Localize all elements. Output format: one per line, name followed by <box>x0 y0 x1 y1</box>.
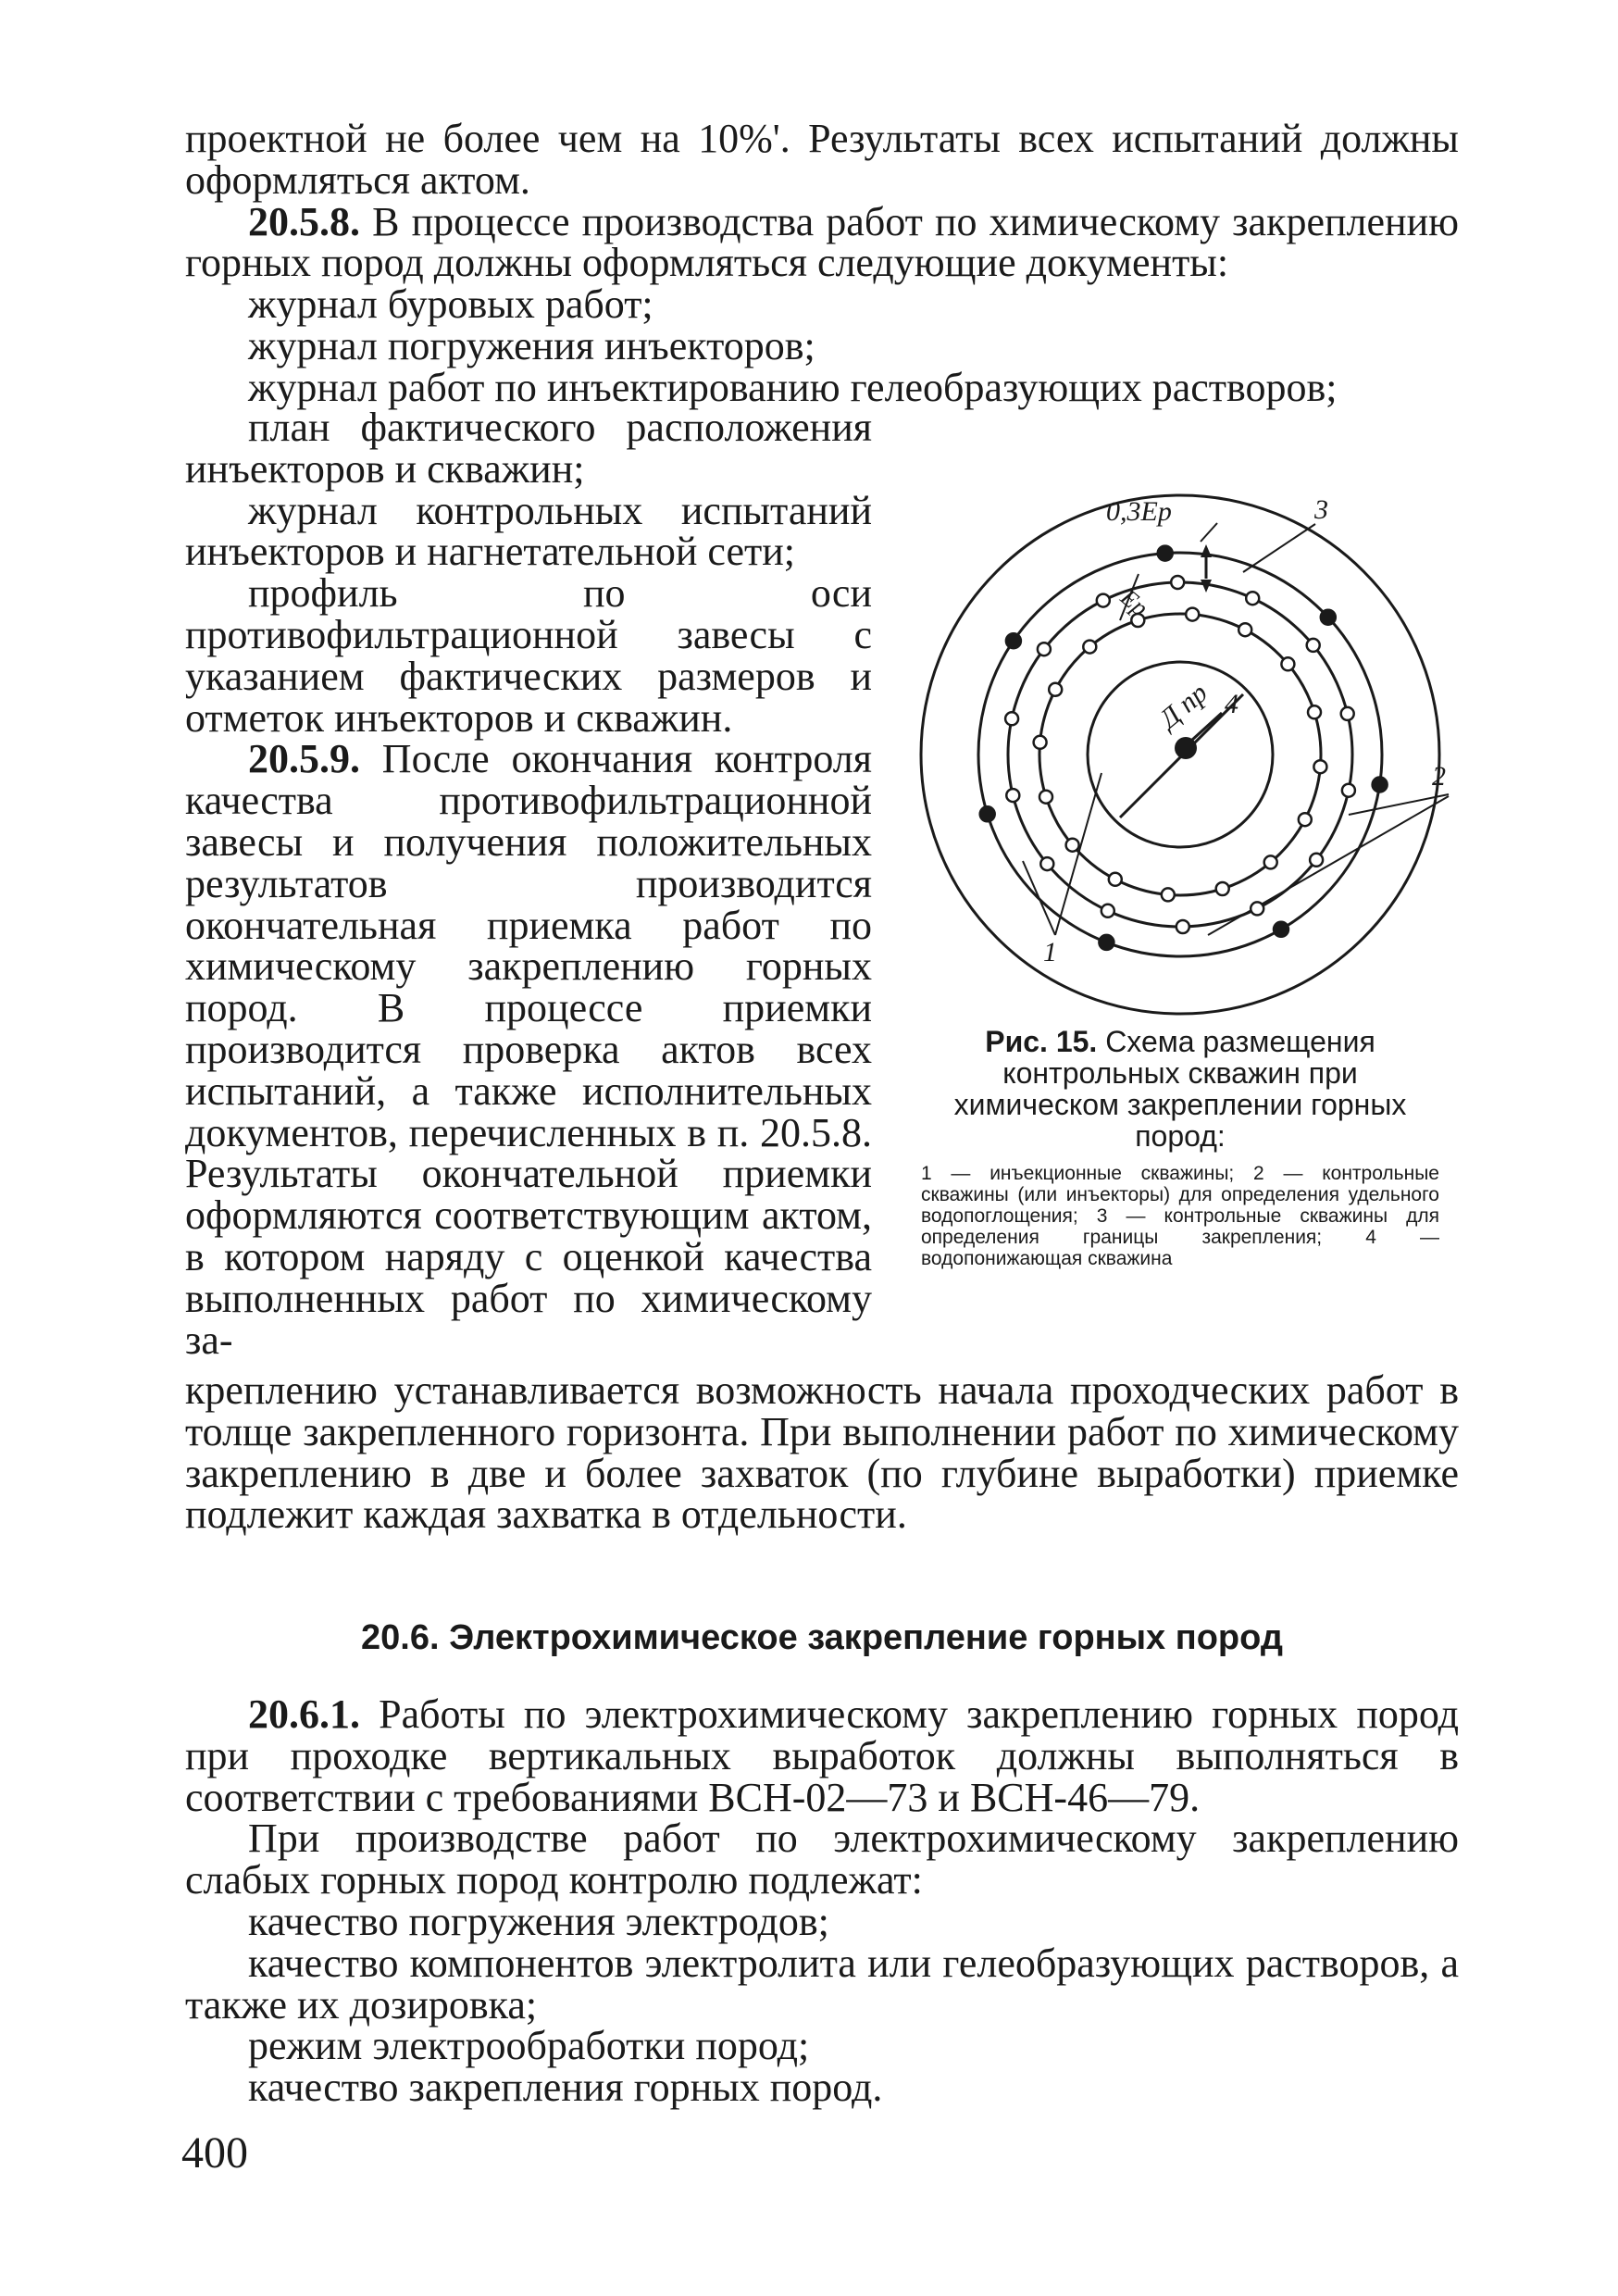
boundary-well-icon <box>1099 935 1114 950</box>
control-well-icon <box>1101 905 1114 917</box>
injection-well-icon <box>1264 855 1277 868</box>
injection-well-icon <box>1186 608 1199 621</box>
section-text-block <box>185 1691 1459 2111</box>
list-item: журнал погружения инъекторов; <box>248 322 815 368</box>
figure-caption <box>921 1026 1439 1152</box>
list-item: журнал контрольных испытаний инъекторов и нагнетательной сети; <box>185 487 872 575</box>
paragraph-20-6-1 <box>185 1691 1459 1820</box>
continued-paragraph: проектной не более чем на 10%'. Результаты всех испытаний должны оформляться актом. <box>185 116 1459 203</box>
injection-well-icon <box>1216 882 1229 895</box>
control-well-icon <box>1097 594 1110 607</box>
caption-number: Рис. 15. <box>985 1025 1098 1058</box>
list-item: журнал работ по инъектированию гелеобразующих растворов; <box>248 364 1338 410</box>
label-ep: Ep <box>1115 583 1153 622</box>
leader-3 <box>1243 524 1315 572</box>
control-well-icon <box>1341 707 1354 720</box>
injection-well-icon <box>1049 683 1062 696</box>
injection-well-icon <box>1066 839 1079 852</box>
boundary-well-icon <box>1321 610 1336 625</box>
injection-well-icon <box>1313 760 1326 773</box>
page-number: 400 <box>181 2128 248 2177</box>
boundary-well-icon <box>1006 633 1021 648</box>
boundary-well-icon <box>1158 546 1173 561</box>
list-item: режим электрообработки пород; <box>248 2023 810 2069</box>
figure-legend: 1 — инъекционные скважины; 2 — контрольные скважины (или инъекторы) для определения удельного водопоглощения; 3 — контрольные скважины для определения границы закрепления; 4 — водопонижающая скважина <box>921 1163 1439 1269</box>
control-well-icon <box>1038 643 1051 655</box>
control-well-icon <box>1171 576 1184 589</box>
label-03ep: 0,3Ep <box>1106 496 1172 527</box>
control-well-icon <box>1005 712 1018 725</box>
label-4: 4 <box>1225 689 1238 719</box>
injection-well-icon <box>1281 657 1294 670</box>
injection-well-icon <box>1308 705 1321 718</box>
injection-well-icon <box>1109 873 1122 886</box>
label-dpr: Д пр <box>1153 677 1214 735</box>
list-item: качество закрепления горных пород. <box>248 2065 883 2111</box>
continuation-paragraph: креплению устанавливается возможность начала проходческих работ в толще закрепленного горизонта. При выполнении работ по химическому закреплению в две и более захваток (по глубине выработки) приемке подлежит каждая захватка в отдельности. <box>185 1367 1459 1538</box>
clause-text: Работы по электрохимическому закреплению горных пород при проходке вертикальных выработок должны выполняться в соответствии с требованиями ВСН-02—73 и ВСН-46—79. <box>185 1691 1459 1820</box>
injection-well-icon <box>1034 736 1047 749</box>
control-well-icon <box>1176 920 1189 933</box>
boundary-well-icon <box>1373 778 1388 792</box>
label-3: 3 <box>1314 494 1328 525</box>
paragraph-20-5-9 <box>185 736 873 1363</box>
clause-number: 20.5.8. <box>248 198 360 244</box>
leader-2b <box>1208 796 1449 935</box>
list-item: профиль по оси противофильтрационной завесы с указанием фактических размеров и отметок инъекторов и скважин. <box>185 570 872 741</box>
control-well-icon <box>1310 854 1323 867</box>
injection-well-icon <box>1039 791 1052 804</box>
boundary-well-icon <box>1274 922 1288 937</box>
list-item: план фактического расположения инъекторов и скважин; <box>185 405 872 492</box>
top-text-block <box>185 116 1459 410</box>
label-2: 2 <box>1432 761 1446 792</box>
dewatering-well-icon <box>1175 737 1197 759</box>
dewatering-well <box>1175 737 1197 759</box>
list-item: качество компонентов электролита или гелеобразующих растворов, а также их дозировка; <box>185 1940 1459 2028</box>
control-well-icon <box>1040 857 1053 870</box>
leader-4 <box>1191 713 1222 741</box>
clause-text: В процессе производства работ по химическому закреплению горных пород должны оформляться следующие документы: <box>185 198 1459 286</box>
intro-paragraph: При производстве работ по электрохимическому закреплению слабых горных пород контролю подлежат: <box>185 1816 1459 1903</box>
control-well-icon <box>1342 784 1355 797</box>
clause-number: 20.6.1. <box>248 1691 360 1737</box>
paragraph-20-5-8 <box>185 198 1459 286</box>
control-well-icon <box>1307 639 1320 652</box>
label-1: 1 <box>1043 937 1057 967</box>
clause-number: 20.5.9. <box>248 736 360 782</box>
injection-well-icon <box>1238 623 1251 636</box>
section-heading: 20.6. Электрохимическое закрепление горных пород <box>361 1618 1283 1657</box>
control-well-icon <box>1246 592 1259 605</box>
caption-text: Схема размещения контрольных скважин при химическом закреплении горных пород: <box>953 1025 1407 1153</box>
list-item: журнал буровых работ; <box>248 281 653 328</box>
well-layout-diagram <box>902 435 1458 1018</box>
injection-well-icon <box>1299 813 1312 826</box>
control-well-icon <box>1251 902 1263 915</box>
arrow-head <box>1201 544 1212 557</box>
leader-1b <box>1023 861 1055 935</box>
left-column-text <box>185 407 872 1361</box>
injection-well-icon <box>1162 888 1175 901</box>
control-well-icon <box>1006 789 1019 802</box>
clause-text: После окончания контроля качества противофильтрационной завесы и получения положительных результатов производится окончательная приемка работ по химическому закреплению горных пород. В процессе приемки производится проверка актов всех испытаний, а также исполнительных документов, перечисленных в п. 20.5.8. Результаты окончательной приемки оформляются соответствующим актом, в котором наряду с оценкой качества выполненных работ по химическому за- <box>185 736 873 1363</box>
boundary-well-icon <box>980 806 995 821</box>
injection-well-icon <box>1083 641 1096 654</box>
leader-03ep <box>1201 523 1217 542</box>
list-item: качество погружения электродов; <box>248 1898 829 1944</box>
leader-1a <box>1055 773 1101 935</box>
